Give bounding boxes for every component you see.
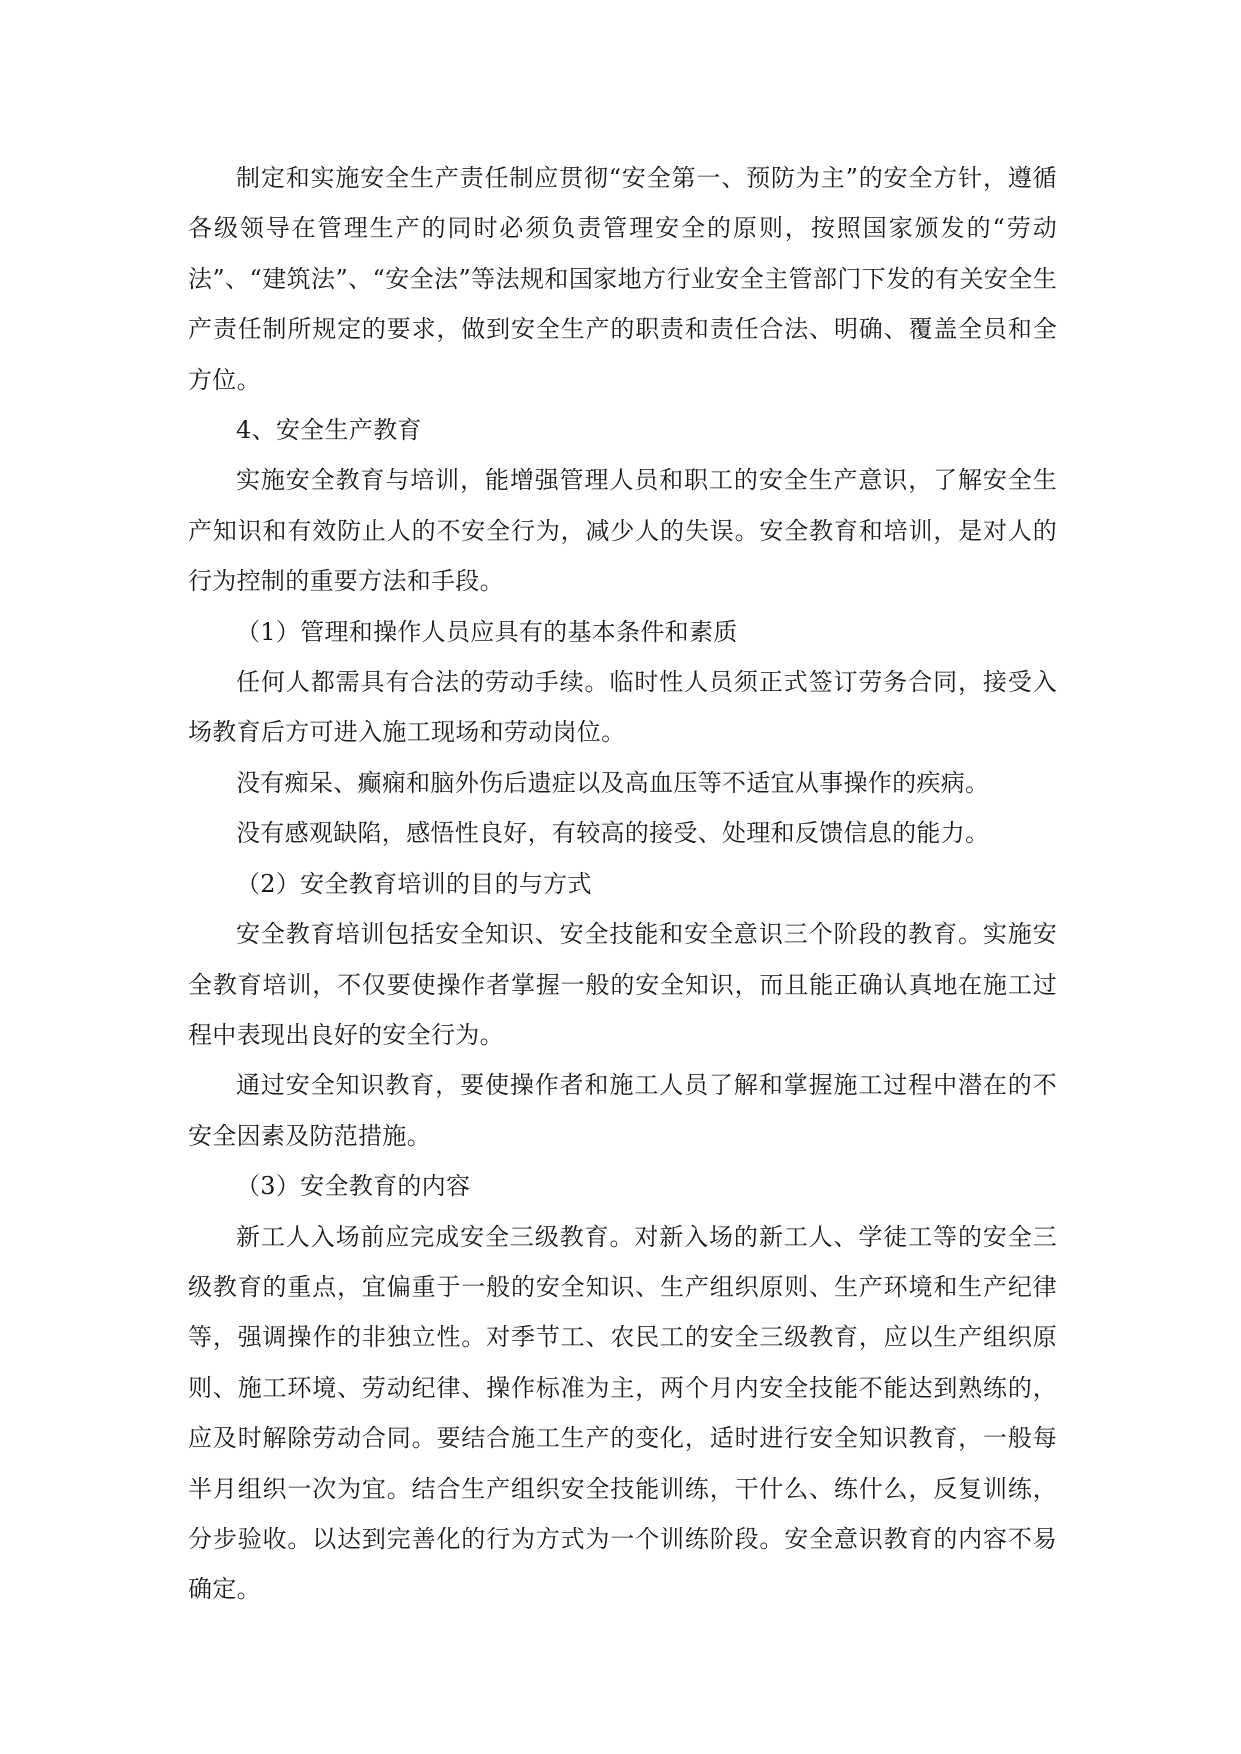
section-heading-safety-education: 4、安全生产教育 [236, 416, 422, 445]
subheading-training-purpose: （2）安全教育培训的目的与方式 [236, 869, 592, 898]
subheading-education-content: （3）安全教育的内容 [236, 1172, 471, 1201]
paragraph-education-training: 实施安全教育与培训，能增强管理人员和职工的安全生产意识，了解安全生产知识和有效防止人的不安全行为，减少人的失误。安全教育和培训，是对人的行为控制的重要方法和手段。 [188, 466, 1057, 596]
paragraph-knowledge-education: 通过安全知识教育，要使操作者和施工人员了解和掌握施工过程中潜在的不安全因素及防范措施。 [188, 1071, 1057, 1150]
paragraph-no-disease: 没有痴呆、癫痫和脑外伤后遗症以及高血压等不适宜从事操作的疾病。 [236, 768, 990, 797]
paragraph-no-sensory-defect: 没有感观缺陷，感悟性良好，有较高的接受、处理和反馈信息的能力。 [236, 819, 990, 848]
paragraph-responsibility-system: 制定和实施安全生产责任制应贯彻“安全第一、预防为主”的安全方针，遵循各级领导在管理生产的同时必须负责管理安全的原则，按照国家颁发的“劳动法”、“建筑法”、“安全法”等法规和国家地方行业安全主管部门下发的有关安全生产责任制所规定的要求，做到安全生产的职责和责任合法、明确、覆盖全员和全方位。 [188, 164, 1057, 394]
paragraph-training-stages: 安全教育培训包括安全知识、安全技能和安全意识三个阶段的教育。实施安全教育培训，不仅要使操作者掌握一般的安全知识，而且能正确认真地在施工过程中表现出良好的安全行为。 [188, 920, 1057, 1049]
paragraph-three-level-education: 新工人入场前应完成安全三级教育。对新入场的新工人、学徒工等的安全三级教育的重点，宜偏重于一般的安全知识、生产组织原则、生产环境和生产纪律等，强调操作的非独立性。对季节工、农民工的安全三级教育，应以生产组织原则、施工环境、劳动纪律、操作标准为主，两个月内安全技能不能达到熟练的，应及时解除劳动合同。要结合施工生产的变化，适时进行安全知识教育，一般每半月组织一次为宜。结合生产组织安全技能训练，干什么、练什么，反复训练，分步验收。以达到完善化的行为方式为一个训练阶段。安全意识教育的内容不易确定。 [188, 1222, 1057, 1604]
paragraph-labor-procedures: 任何人都需具有合法的劳动手续。临时性人员须正式签订劳务合同，接受入场教育后方可进入施工现场和劳动岗位。 [188, 668, 1057, 747]
subheading-basic-conditions: （1）管理和操作人员应具有的基本条件和素质 [236, 617, 738, 646]
document-page [188, 153, 1057, 1615]
